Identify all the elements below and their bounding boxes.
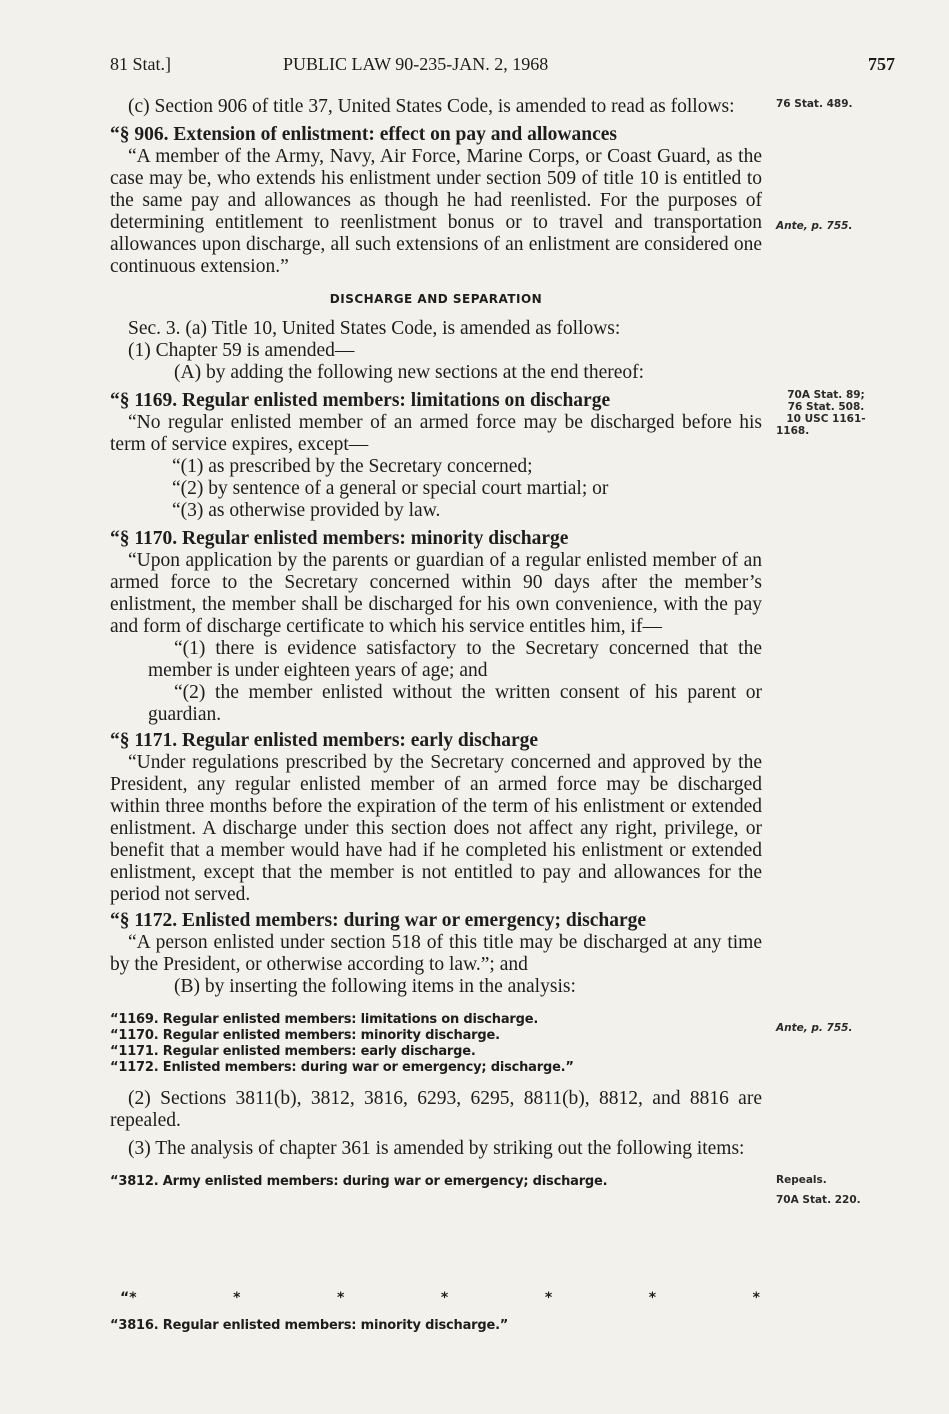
heading-1169: “§ 1169. Regular enlisted members: limitations on discharge [110, 390, 611, 411]
heading-1172: “§ 1172. Enlisted members: during war or emergency; discharge [110, 910, 647, 931]
paragraph-1170: “Upon application by the parents or guardian of a regular enlisted member of an armed force to the Secretary concerned within 90 days after the member’s enlistment, the member shall be discharged for his own convenience, with the pay and form of discharge certificate to which his service entitles him, if— [110, 550, 762, 637]
star: * [752, 1290, 760, 1306]
margin-note-line: 76 Stat. 508. [787, 401, 865, 413]
item-b: (B) by inserting the following items in the analysis: [174, 976, 576, 997]
analysis-item-1172: “1172. Enlisted members: during war or emergency; discharge.” [110, 1060, 574, 1075]
item-1169-3: “(3) as otherwise provided by law. [172, 500, 441, 521]
paragraph-1171: “Under regulations prescribed by the Secretary concerned and approved by the President, any regular enlisted member of an armed force may be discharged within three months before the expiration of the term of his enlistment or extended enlistment. A discharge under this section does not affect any right, privilege, or benefit that a member would have had if he completed his enlistment or extended enlistment, except that the member is not entitled to pay and allowances for the period not served. [110, 752, 762, 905]
margin-note-line: Repeals. [776, 1174, 827, 1186]
closing-analysis [110, 1318, 762, 1334]
margin-note-ante-755 [776, 220, 896, 232]
analysis-item-3816: “3816. Regular enlisted members: minority discharge.” [110, 1318, 509, 1333]
star: * [233, 1290, 241, 1306]
paragraph-c: (c) Section 906 of title 37, United States Code, is amended to read as follows: [128, 96, 735, 117]
star: * [440, 1290, 449, 1306]
star: * [544, 1290, 553, 1306]
margin-note-76-stat-489: 76 Stat. 489. [776, 98, 853, 110]
item-a: (A) by adding the following new sections at the end thereof: [174, 362, 645, 383]
section-heading: DISCHARGE AND SEPARATION [329, 292, 543, 306]
item-1169-1: “(1) as prescribed by the Secretary concerned; [172, 456, 533, 477]
margin-note-line: 70A Stat. 89; [787, 389, 865, 401]
margin-note-70a-stat-89 [776, 389, 876, 437]
main-text-column [110, 96, 762, 1190]
paragraph-1172: “A person enlisted under section 518 of this title may be discharged at any time by the President, or otherwise according to law.”; and [110, 932, 762, 975]
item-1170-2: “(2) the member enlisted without the written consent of his parent or guardian. [148, 682, 762, 725]
ellipsis-stars [120, 1290, 760, 1306]
margin-note-repeals [776, 1174, 896, 1206]
analysis-item-1170: “1170. Regular enlisted members: minority discharge. [110, 1028, 500, 1043]
heading-906: “§ 906. Extension of enlistment: effect on pay and allowances [110, 124, 617, 145]
paragraph-3: (3) The analysis of chapter 361 is amended by striking out the following items: [128, 1138, 745, 1159]
analysis-list [110, 1012, 762, 1076]
heading-1171: “§ 1171. Regular enlisted members: early discharge [110, 730, 539, 751]
paragraph-1169: “No regular enlisted member of an armed force may be discharged before his term of service expires, except— [110, 412, 762, 455]
margin-note-line: 70A Stat. 220. [776, 1194, 861, 1206]
margin-note-ante-text: Ante, p. 755. [776, 1022, 853, 1034]
star-lead: “* [120, 1290, 137, 1306]
analysis-item-1171: “1171. Regular enlisted members: early discharge. [110, 1044, 476, 1059]
header-statute-ref: 81 Stat.] [110, 54, 171, 74]
margin-note-ante-text: Ante, p. 755. [776, 220, 853, 232]
margin-note-line: 10 USC 1161- [786, 413, 866, 425]
paragraph-chapter59: (1) Chapter 59 is amended— [128, 340, 355, 361]
item-1169-2: “(2) by sentence of a general or special court martial; or [172, 478, 609, 499]
margin-note-ante-755-b [776, 1022, 896, 1034]
analysis-item-1169: “1169. Regular enlisted members: limitations on discharge. [110, 1012, 539, 1027]
paragraph-906: “A member of the Army, Navy, Air Force, Marine Corps, or Coast Guard, as the case may be, who extends his enlistment under section 509 of title 10 is entitled to the same pay and allowances as though he had reenlisted. For the purposes of determining entitlement to reenlistment bonus or to travel and transportation allowances upon discharge, all such extensions of an enlistment are considered one continuous extension.” [110, 146, 762, 277]
star: * [648, 1290, 657, 1306]
analysis-item-3812: “3812. Army enlisted members: during war or emergency; discharge. [110, 1174, 608, 1189]
paragraph-2-repeals: (2) Sections 3811(b), 3812, 3816, 6293, 6295, 8811(b), 8812, and 8816 are repealed. [110, 1088, 762, 1131]
page-number: 757 [868, 54, 895, 74]
header-title: PUBLIC LAW 90-235-JAN. 2, 1968 [283, 54, 549, 74]
heading-1170: “§ 1170. Regular enlisted members: minority discharge [110, 528, 569, 549]
star: * [337, 1290, 345, 1306]
item-1170-1: “(1) there is evidence satisfactory to the Secretary concerned that the member is under eighteen years of age; and [148, 638, 762, 681]
margin-note-line: 1168. [776, 425, 810, 437]
paragraph-sec3: Sec. 3. (a) Title 10, United States Code, is amended as follows: [128, 318, 621, 339]
